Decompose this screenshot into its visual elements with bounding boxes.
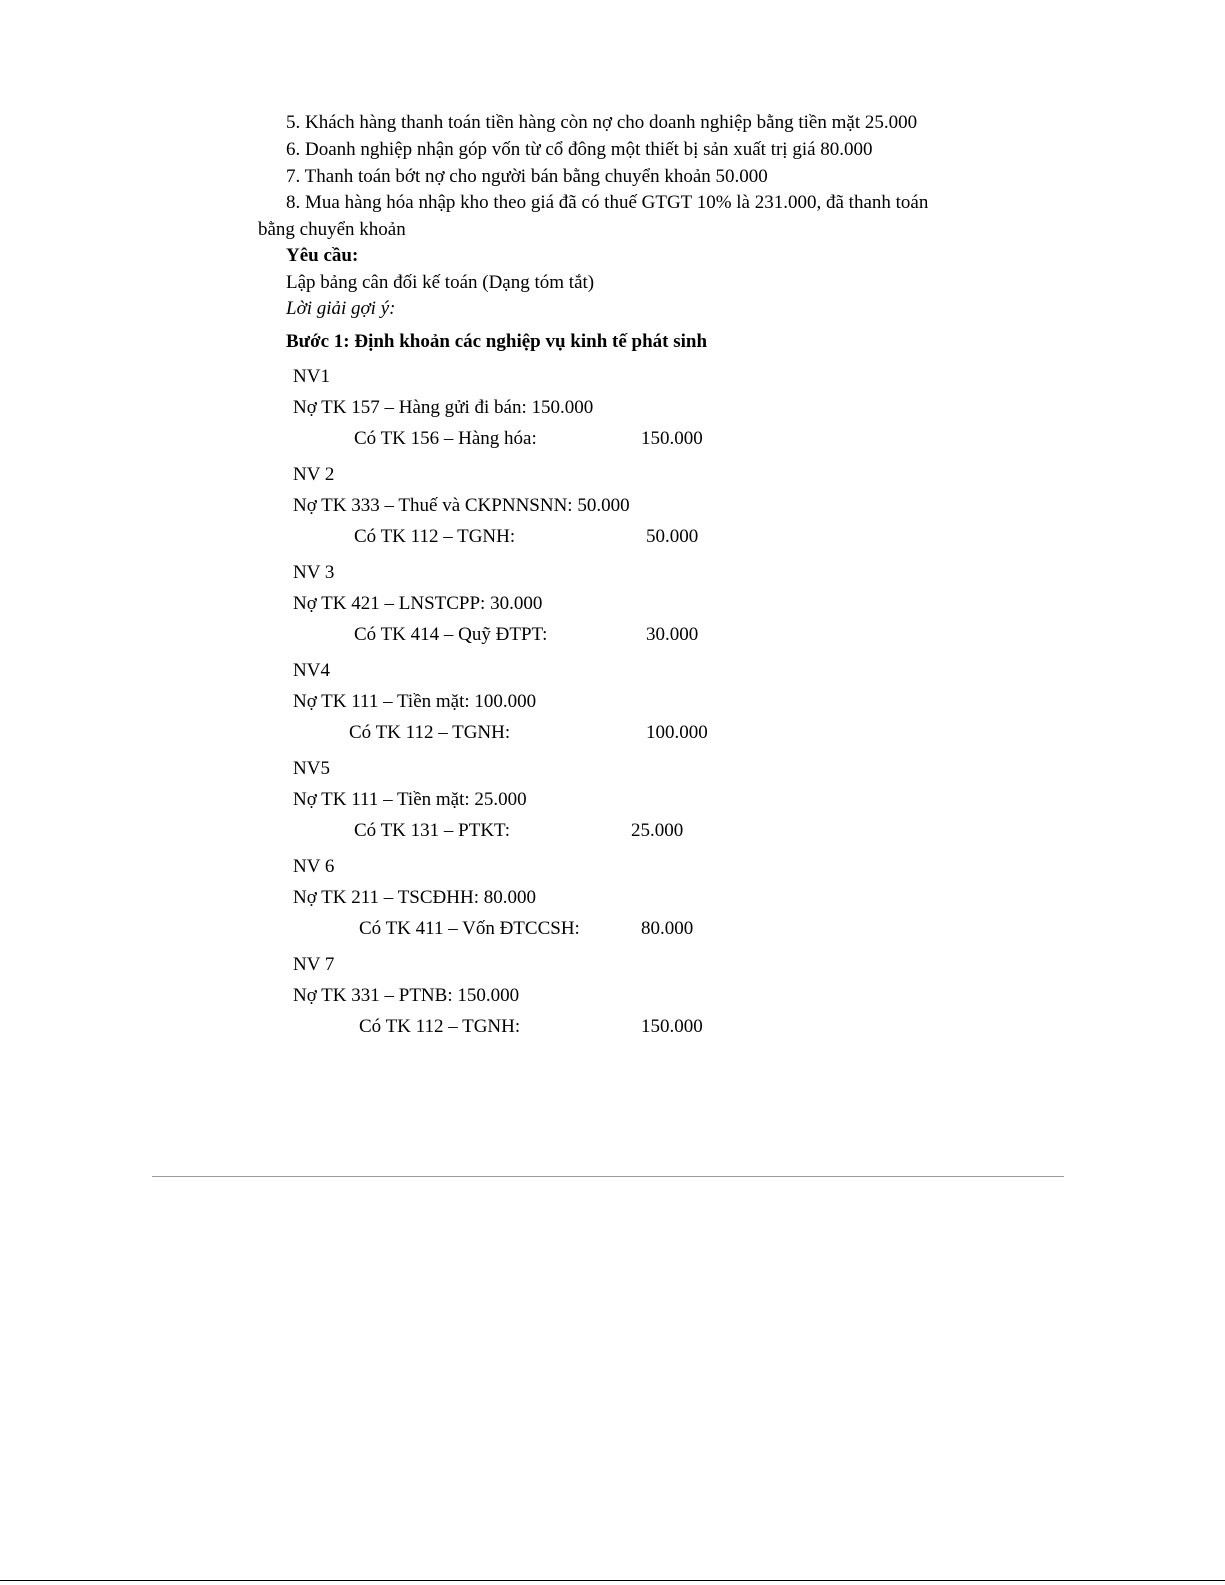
step1-heading: Bước 1: Định khoản các nghiệp vụ kinh tế phát sinh	[286, 331, 708, 352]
problem-item-5: 5. Khách hàng thanh toán tiền hàng còn nợ cho doanh nghiệp bằng tiền mặt 25.000	[286, 112, 918, 133]
entry-credit: Có TK 112 – TGNH:	[349, 722, 511, 743]
entry-credit-amount: 80.000	[641, 918, 694, 939]
page-divider	[152, 1176, 1064, 1177]
requirement-heading: Yêu cầu:	[286, 245, 359, 266]
entry-label: NV 7	[293, 954, 335, 975]
entry-credit-amount: 30.000	[646, 624, 699, 645]
page-bottom-border	[0, 1580, 1225, 1581]
entry-debit: Nợ TK 111 – Tiền mặt: 25.000	[293, 789, 527, 810]
problem-item-6: 6. Doanh nghiệp nhận góp vốn từ cổ đông một thiết bị sản xuất trị giá 80.000	[286, 139, 873, 160]
entry-credit: Có TK 414 – Quỹ ĐTPT:	[354, 624, 548, 645]
entry-credit-amount: 25.000	[631, 820, 684, 841]
entry-debit: Nợ TK 333 – Thuế và CKPNNSNN: 50.000	[293, 495, 630, 516]
entry-credit-amount: 100.000	[646, 722, 708, 743]
problem-item-8: 8. Mua hàng hóa nhập kho theo giá đã có thuế GTGT 10% là 231.000, đã thanh toán	[286, 192, 929, 213]
entry-debit: Nợ TK 157 – Hàng gửi đi bán: 150.000	[293, 397, 594, 418]
entry-debit: Nợ TK 421 – LNSTCPP: 30.000	[293, 593, 543, 614]
entry-credit-amount: 150.000	[641, 1016, 703, 1037]
entry-credit: Có TK 112 – TGNH:	[359, 1016, 521, 1037]
entry-debit: Nợ TK 211 – TSCĐHH: 80.000	[293, 887, 536, 908]
problem-item-7: 7. Thanh toán bớt nợ cho người bán bằng chuyển khoản 50.000	[286, 166, 768, 187]
entry-credit: Có TK 112 – TGNH:	[354, 526, 516, 547]
entry-debit: Nợ TK 331 – PTNB: 150.000	[293, 985, 520, 1006]
entry-credit-amount: 50.000	[646, 526, 699, 547]
entry-label: NV 3	[293, 562, 335, 583]
entry-label: NV4	[293, 660, 330, 681]
entry-label: NV1	[293, 366, 330, 387]
entry-credit: Có TK 156 – Hàng hóa:	[354, 428, 537, 449]
entry-label: NV 6	[293, 856, 335, 877]
requirement-text: Lập bảng cân đối kế toán (Dạng tóm tắt)	[286, 272, 595, 293]
entry-debit: Nợ TK 111 – Tiền mặt: 100.000	[293, 691, 537, 712]
entry-label: NV5	[293, 758, 330, 779]
entry-credit: Có TK 131 – PTKT:	[354, 820, 510, 841]
solution-hint: Lời giải gợi ý:	[286, 298, 396, 319]
entry-credit: Có TK 411 – Vốn ĐTCCSH:	[359, 918, 580, 939]
entry-credit-amount: 150.000	[641, 428, 703, 449]
problem-item-8-continued: bằng chuyển khoản	[258, 219, 406, 240]
entry-label: NV 2	[293, 464, 335, 485]
